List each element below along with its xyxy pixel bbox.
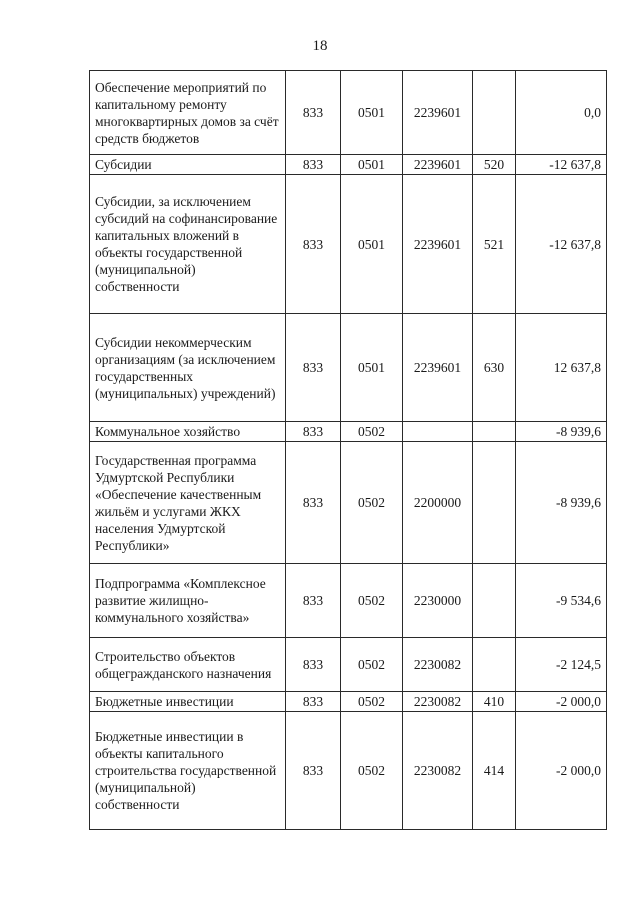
table-row xyxy=(90,71,607,155)
row-name: Строительство объектов общегражданского назначения xyxy=(90,638,286,692)
expense-type-code xyxy=(473,422,516,442)
table-row xyxy=(90,712,607,830)
row-name: Бюджетные инвестиции в объекты капитального строительства государственной (муниципальной) собственности xyxy=(90,712,286,830)
table-row xyxy=(90,175,607,314)
expense-type-code xyxy=(473,638,516,692)
amount: -2 000,0 xyxy=(516,692,607,712)
budget-table xyxy=(89,70,607,830)
expense-type-code xyxy=(473,564,516,638)
ministry-code: 833 xyxy=(286,422,341,442)
ministry-code: 833 xyxy=(286,692,341,712)
target-code: 2239601 xyxy=(403,175,473,314)
ministry-code: 833 xyxy=(286,564,341,638)
section-code: 0502 xyxy=(341,638,403,692)
expense-type-code: 521 xyxy=(473,175,516,314)
target-code xyxy=(403,422,473,442)
ministry-code: 833 xyxy=(286,175,341,314)
section-code: 0501 xyxy=(341,175,403,314)
expense-type-code: 414 xyxy=(473,712,516,830)
amount: -2 000,0 xyxy=(516,712,607,830)
target-code: 2239601 xyxy=(403,155,473,175)
section-code: 0502 xyxy=(341,712,403,830)
row-name: Государственная программа Удмуртской Республики «Обеспечение качественным жильём и услугами ЖКХ населения Удмуртской Республики» xyxy=(90,442,286,564)
row-name: Субсидии некоммерческим организациям (за исключением государственных (муниципальных) учреждений) xyxy=(90,314,286,422)
expense-type-code xyxy=(473,71,516,155)
table-row xyxy=(90,442,607,564)
section-code: 0502 xyxy=(341,422,403,442)
target-code: 2200000 xyxy=(403,442,473,564)
table-row xyxy=(90,314,607,422)
target-code: 2230000 xyxy=(403,564,473,638)
section-code: 0501 xyxy=(341,71,403,155)
table-row xyxy=(90,155,607,175)
row-name: Субсидии xyxy=(90,155,286,175)
table-row xyxy=(90,422,607,442)
target-code: 2230082 xyxy=(403,692,473,712)
expense-type-code xyxy=(473,442,516,564)
table-row xyxy=(90,638,607,692)
table-row xyxy=(90,564,607,638)
amount: -2 124,5 xyxy=(516,638,607,692)
target-code: 2239601 xyxy=(403,71,473,155)
ministry-code: 833 xyxy=(286,314,341,422)
section-code: 0502 xyxy=(341,564,403,638)
row-name: Бюджетные инвестиции xyxy=(90,692,286,712)
section-code: 0501 xyxy=(341,155,403,175)
table-row xyxy=(90,692,607,712)
ministry-code: 833 xyxy=(286,155,341,175)
amount: 0,0 xyxy=(516,71,607,155)
target-code: 2239601 xyxy=(403,314,473,422)
row-name: Подпрограмма «Комплексное развитие жилищно-коммунального хозяйства» xyxy=(90,564,286,638)
expense-type-code: 630 xyxy=(473,314,516,422)
expense-type-code: 410 xyxy=(473,692,516,712)
ministry-code: 833 xyxy=(286,712,341,830)
row-name: Коммунальное хозяйство xyxy=(90,422,286,442)
amount: -12 637,8 xyxy=(516,175,607,314)
amount: -8 939,6 xyxy=(516,422,607,442)
section-code: 0502 xyxy=(341,442,403,564)
section-code: 0502 xyxy=(341,692,403,712)
amount: -8 939,6 xyxy=(516,442,607,564)
row-name: Субсидии, за исключением субсидий на софинансирование капитальных вложений в объекты государственной (муниципальной) собственности xyxy=(90,175,286,314)
amount: 12 637,8 xyxy=(516,314,607,422)
amount: -12 637,8 xyxy=(516,155,607,175)
target-code: 2230082 xyxy=(403,638,473,692)
target-code: 2230082 xyxy=(403,712,473,830)
section-code: 0501 xyxy=(341,314,403,422)
row-name: Обеспечение мероприятий по капитальному ремонту многоквартирных домов за счёт средств бюджетов xyxy=(90,71,286,155)
expense-type-code: 520 xyxy=(473,155,516,175)
page-number: 18 xyxy=(312,38,328,54)
ministry-code: 833 xyxy=(286,638,341,692)
amount: -9 534,6 xyxy=(516,564,607,638)
ministry-code: 833 xyxy=(286,71,341,155)
ministry-code: 833 xyxy=(286,442,341,564)
